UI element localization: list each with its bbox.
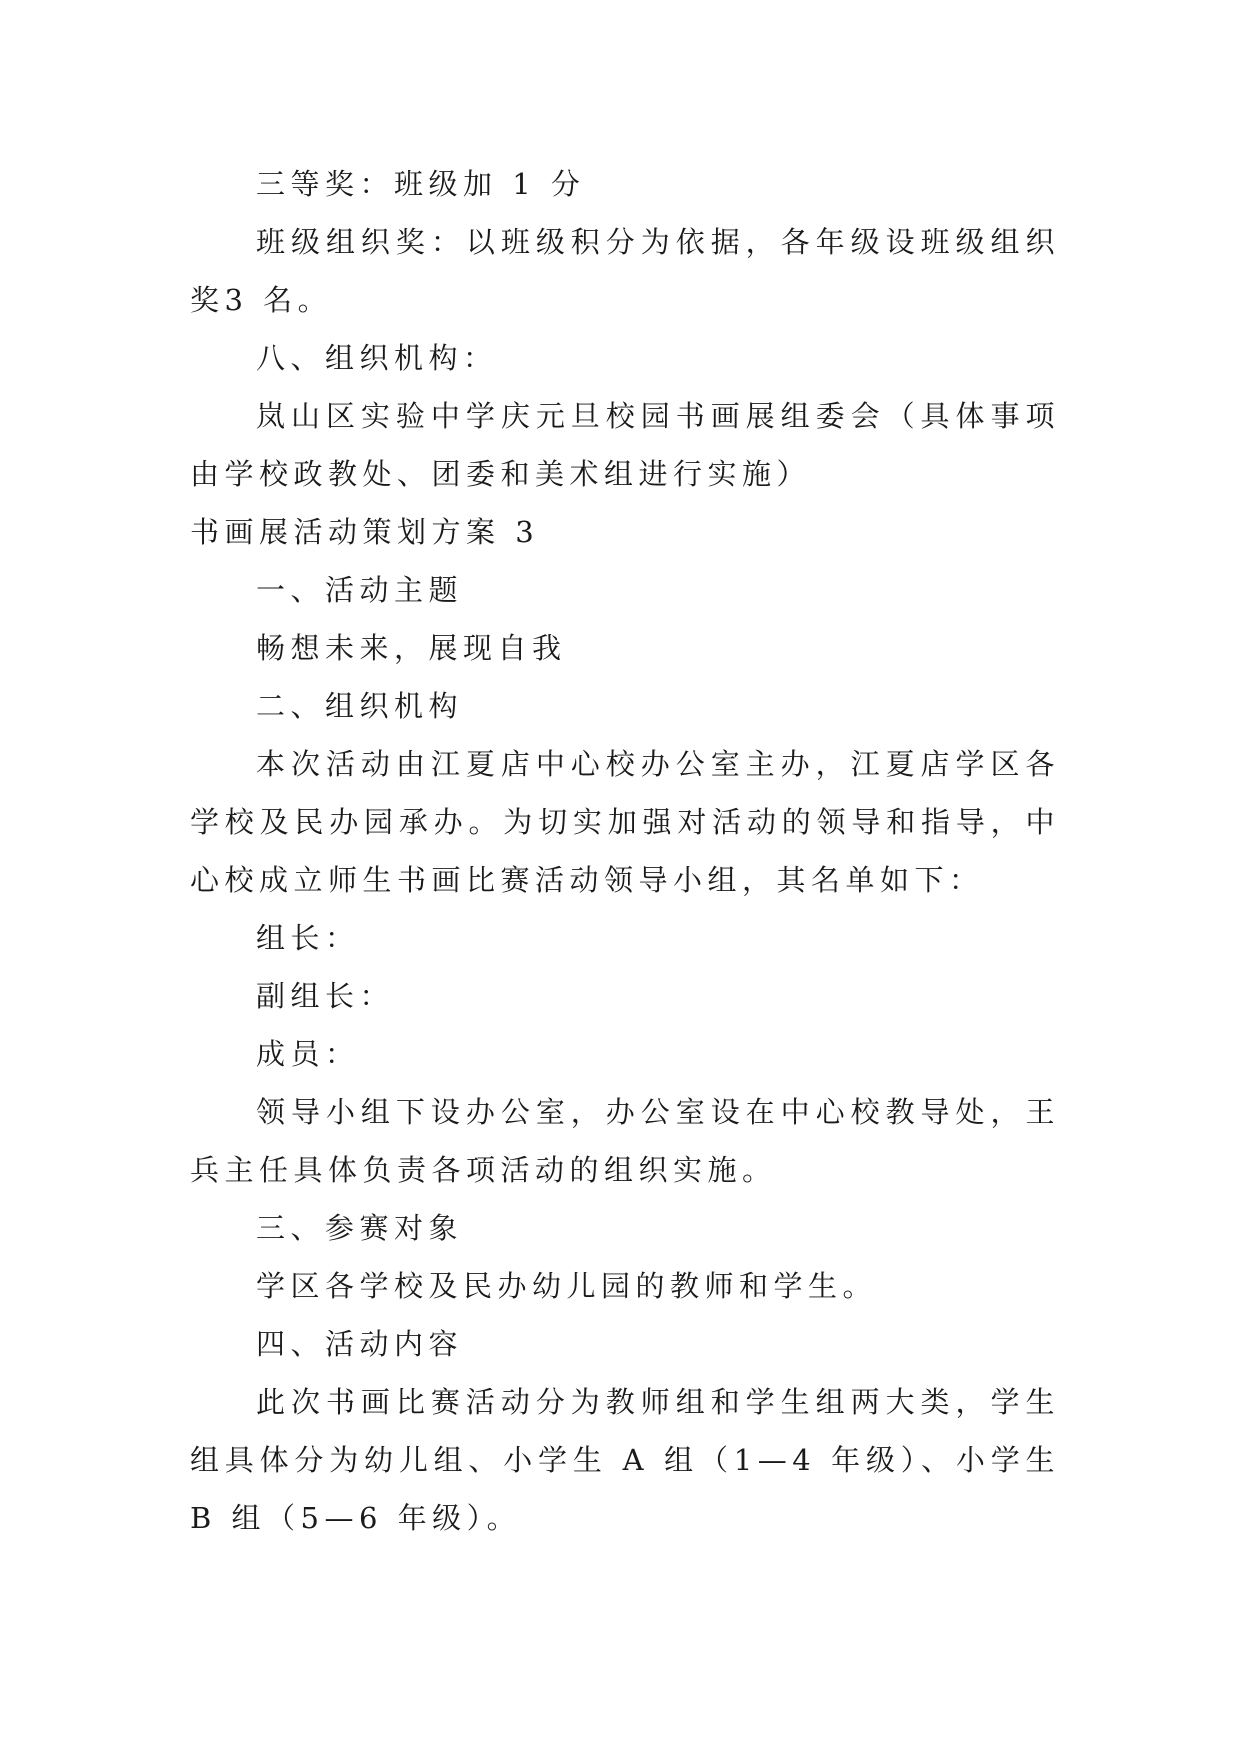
paragraph-participants: 学区各学校及民办幼儿园的教师和学生。	[256, 1269, 878, 1303]
paragraph-organizers: 本次活动由江夏店中心校办公室主办，江夏店学区各学校及民办园承办。为切实加强对活动的领导和指导，中心校成立师生书画比赛活动领导小组，其名单如下：	[190, 747, 1060, 897]
section-heading-organization: 八、组织机构：	[256, 341, 498, 375]
section-heading-participants: 三、参赛对象	[256, 1211, 464, 1245]
paragraph-organizing-committee: 岚山区实验中学庆元旦校园书画展组委会（具体事项由学校政教处、团委和美术组进行实施）	[190, 399, 1060, 491]
paragraph-deputy-leader: 副组长：	[256, 979, 395, 1013]
paragraph-class-organization-award: 班级组织奖：以班级积分为依据，各年级设班级组织奖3 名。	[190, 225, 1060, 317]
paragraph-third-prize: 三等奖：班级加 1 分	[256, 167, 586, 201]
paragraph-office: 领导小组下设办公室，办公室设在中心校教导处，王兵主任具体负责各项活动的组织实施。	[190, 1095, 1060, 1187]
paragraph-content: 此次书画比赛活动分为教师组和学生组两大类，学生组具体分为幼儿组、小学生 A 组（1—4 年级）、小学生 B 组（5—6 年级）。	[190, 1385, 1060, 1535]
paragraph-members: 成员：	[256, 1037, 360, 1071]
paragraph-theme: 畅想未来，展现自我	[256, 631, 567, 665]
section-heading-content: 四、活动内容	[256, 1327, 464, 1361]
document-title-plan-3: 书画展活动策划方案 3	[190, 515, 540, 549]
document-body	[190, 155, 1060, 1547]
section-heading-organization-2: 二、组织机构	[256, 689, 464, 723]
section-heading-theme: 一、活动主题	[256, 573, 464, 607]
paragraph-leader: 组长：	[256, 921, 360, 955]
